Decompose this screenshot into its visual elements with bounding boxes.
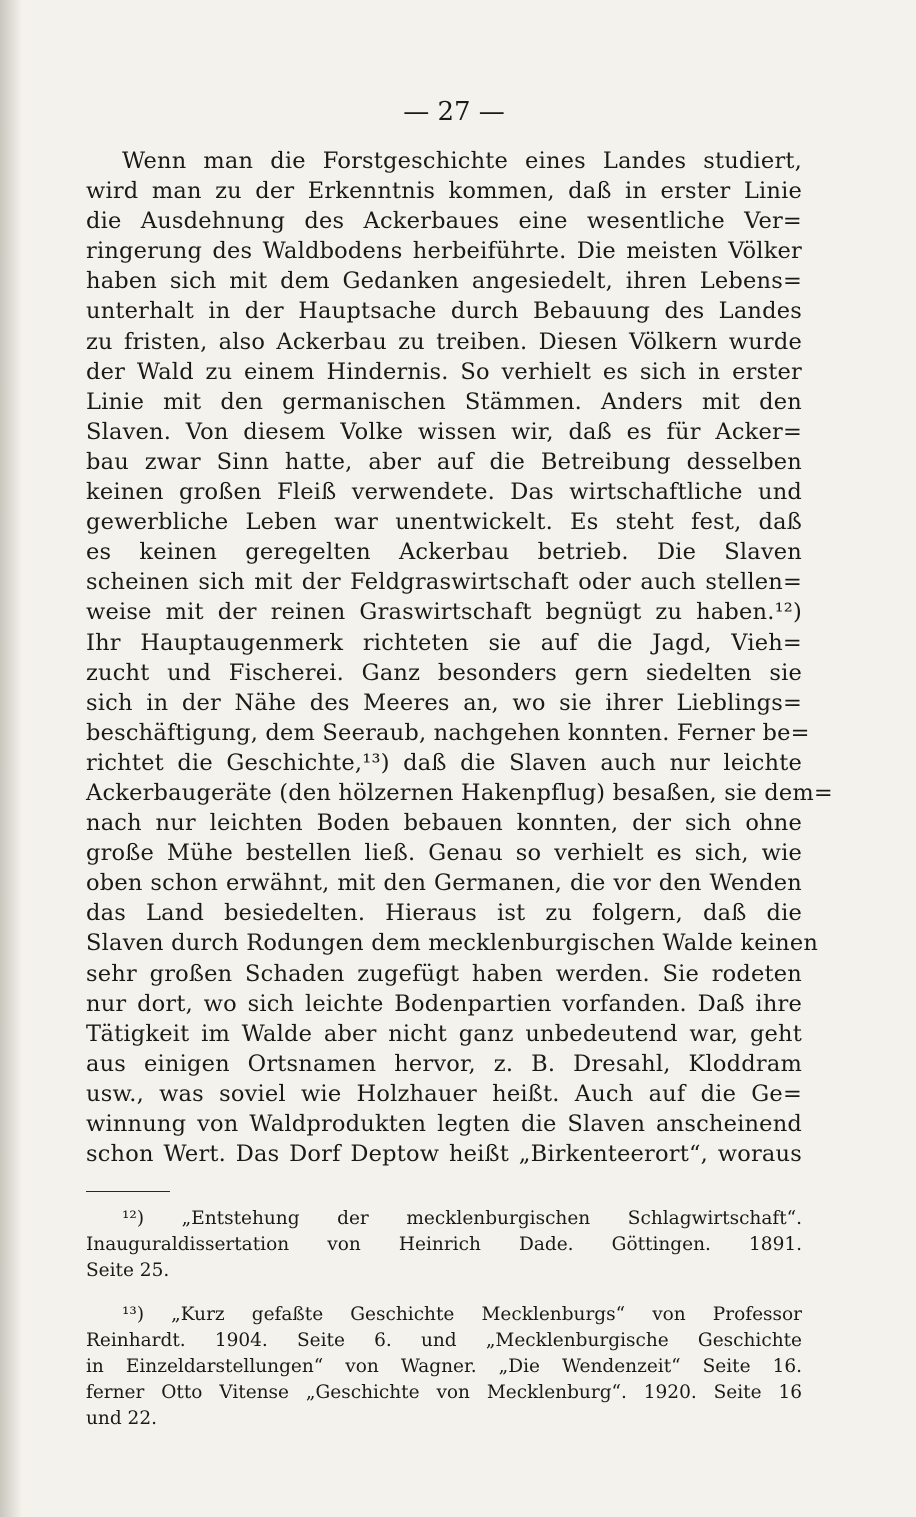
text-line: keinen großen Fleiß verwendete. Das wirtschaftliche und	[86, 479, 802, 506]
text-line: große Mühe bestellen ließ. Genau so verhielt es sich, wie	[86, 840, 802, 867]
text-line: Slaven durch Rodungen dem mecklenburgischen Walde keinen	[86, 930, 819, 957]
text-line: weise mit der reinen Graswirtschaft begnügt zu haben.¹²)	[86, 599, 802, 626]
text-line: aus einigen Ortsnamen hervor, z. B. Dresahl, Kloddram	[86, 1050, 802, 1077]
text-line: nur dort, wo sich leichte Bodenpartien vorfanden. Daß ihre	[86, 990, 802, 1017]
footnote-13	[86, 1302, 802, 1432]
footnote-line: in Einzeldarstellungen“ von Wagner. „Die Wendenzeit“ Seite 16.	[86, 1356, 802, 1378]
text-line: bau zwar Sinn hatte, aber auf die Betreibung desselben	[86, 448, 802, 475]
text-line: richtet die Geschichte,¹³) daß die Slaven auch nur leichte	[86, 749, 802, 776]
footnote-line: Reinhardt. 1904. Seite 6. und „Mecklenburgische Geschichte	[86, 1330, 802, 1352]
text-line: Slaven. Von diesem Volke wissen wir, daß es für Acker=	[86, 418, 802, 445]
text-line: Wenn man die Forstgeschichte eines Landes studiert,	[122, 148, 802, 174]
text-line: unterhalt in der Hauptsache durch Bebauung des Landes	[86, 298, 802, 325]
text-line: ringerung des Waldbodens herbeiführte. Die meisten Völker	[86, 238, 802, 265]
text-line: haben sich mit dem Gedanken angesiedelt, ihren Lebens=	[86, 268, 802, 295]
text-line: Ihr Hauptaugenmerk richteten sie auf die Jagd, Vieh=	[86, 629, 802, 656]
text-line: das Land besiedelten. Hieraus ist zu folgern, daß die	[86, 900, 802, 927]
text-line: Linie mit den germanischen Stämmen. Anders mit den	[86, 388, 802, 415]
footnote-line: ferner Otto Vitense „Geschichte von Mecklenburg“. 1920. Seite 16	[86, 1382, 802, 1404]
footnotes	[86, 1206, 802, 1432]
book-page	[86, 92, 833, 1432]
text-line: gewerbliche Leben war unentwickelt. Es steht fest, daß	[86, 509, 802, 536]
text-line: Tätigkeit im Walde aber nicht ganz unbedeutend war, geht	[86, 1020, 802, 1047]
footnote-line: Inauguraldissertation von Heinrich Dade. Göttingen. 1891.	[86, 1234, 802, 1256]
text-line: der Wald zu einem Hindernis. So verhielt es sich in erster	[86, 358, 802, 385]
text-line: es keinen geregelten Ackerbau betrieb. Die Slaven	[86, 539, 802, 566]
footnote-line: ¹²) „Entstehung der mecklenburgischen Schlagwirtschaft“.	[122, 1208, 802, 1230]
text-line: zucht und Fischerei. Ganz besonders gern siedelten sie	[86, 659, 802, 686]
main-text	[86, 146, 833, 1169]
text-line: wird man zu der Erkenntnis kommen, daß in erster Linie	[86, 178, 802, 205]
text-line: nach nur leichten Boden bebauen konnten, der sich ohne	[86, 810, 802, 837]
text-line: oben schon erwähnt, mit den Germanen, die vor den Wenden	[86, 870, 802, 897]
footnote-line: ¹³) „Kurz gefaßte Geschichte Mecklenburgs“ von Professor	[122, 1304, 802, 1326]
text-line: zu fristen, also Ackerbau zu treiben. Diesen Völkern wurde	[86, 328, 802, 355]
text-line: usw., was soviel wie Holzhauer heißt. Auch auf die Ge=	[86, 1080, 802, 1107]
text-line: winnung von Waldprodukten legten die Slaven anscheinend	[86, 1111, 802, 1137]
text-line: beschäftigung, dem Seeraub, nachgehen konnten. Ferner be=	[86, 719, 810, 746]
text-line: schon Wert. Das Dorf Deptow heißt „Birkenteerort“, woraus	[86, 1141, 802, 1168]
text-line: sehr großen Schaden zugefügt haben werden. Sie rodeten	[86, 960, 802, 987]
page-number: — 27 —	[403, 97, 505, 127]
text-line: sich in der Nähe des Meeres an, wo sie ihrer Lieblings=	[86, 689, 802, 716]
page-edge-shadow	[0, 0, 22, 1517]
text-line: die Ausdehnung des Ackerbaues eine wesentliche Ver=	[86, 208, 802, 235]
footnote-rule	[86, 1191, 170, 1192]
footnote-12	[86, 1206, 802, 1284]
text-line: scheinen sich mit der Feldgraswirtschaft oder auch stellen=	[86, 569, 802, 596]
footnote-line: Seite 25.	[86, 1260, 170, 1282]
footnote-line: und 22.	[86, 1408, 157, 1430]
text-line: Ackerbaugeräte (den hölzernen Hakenpflug) besaßen, sie dem=	[86, 779, 833, 806]
